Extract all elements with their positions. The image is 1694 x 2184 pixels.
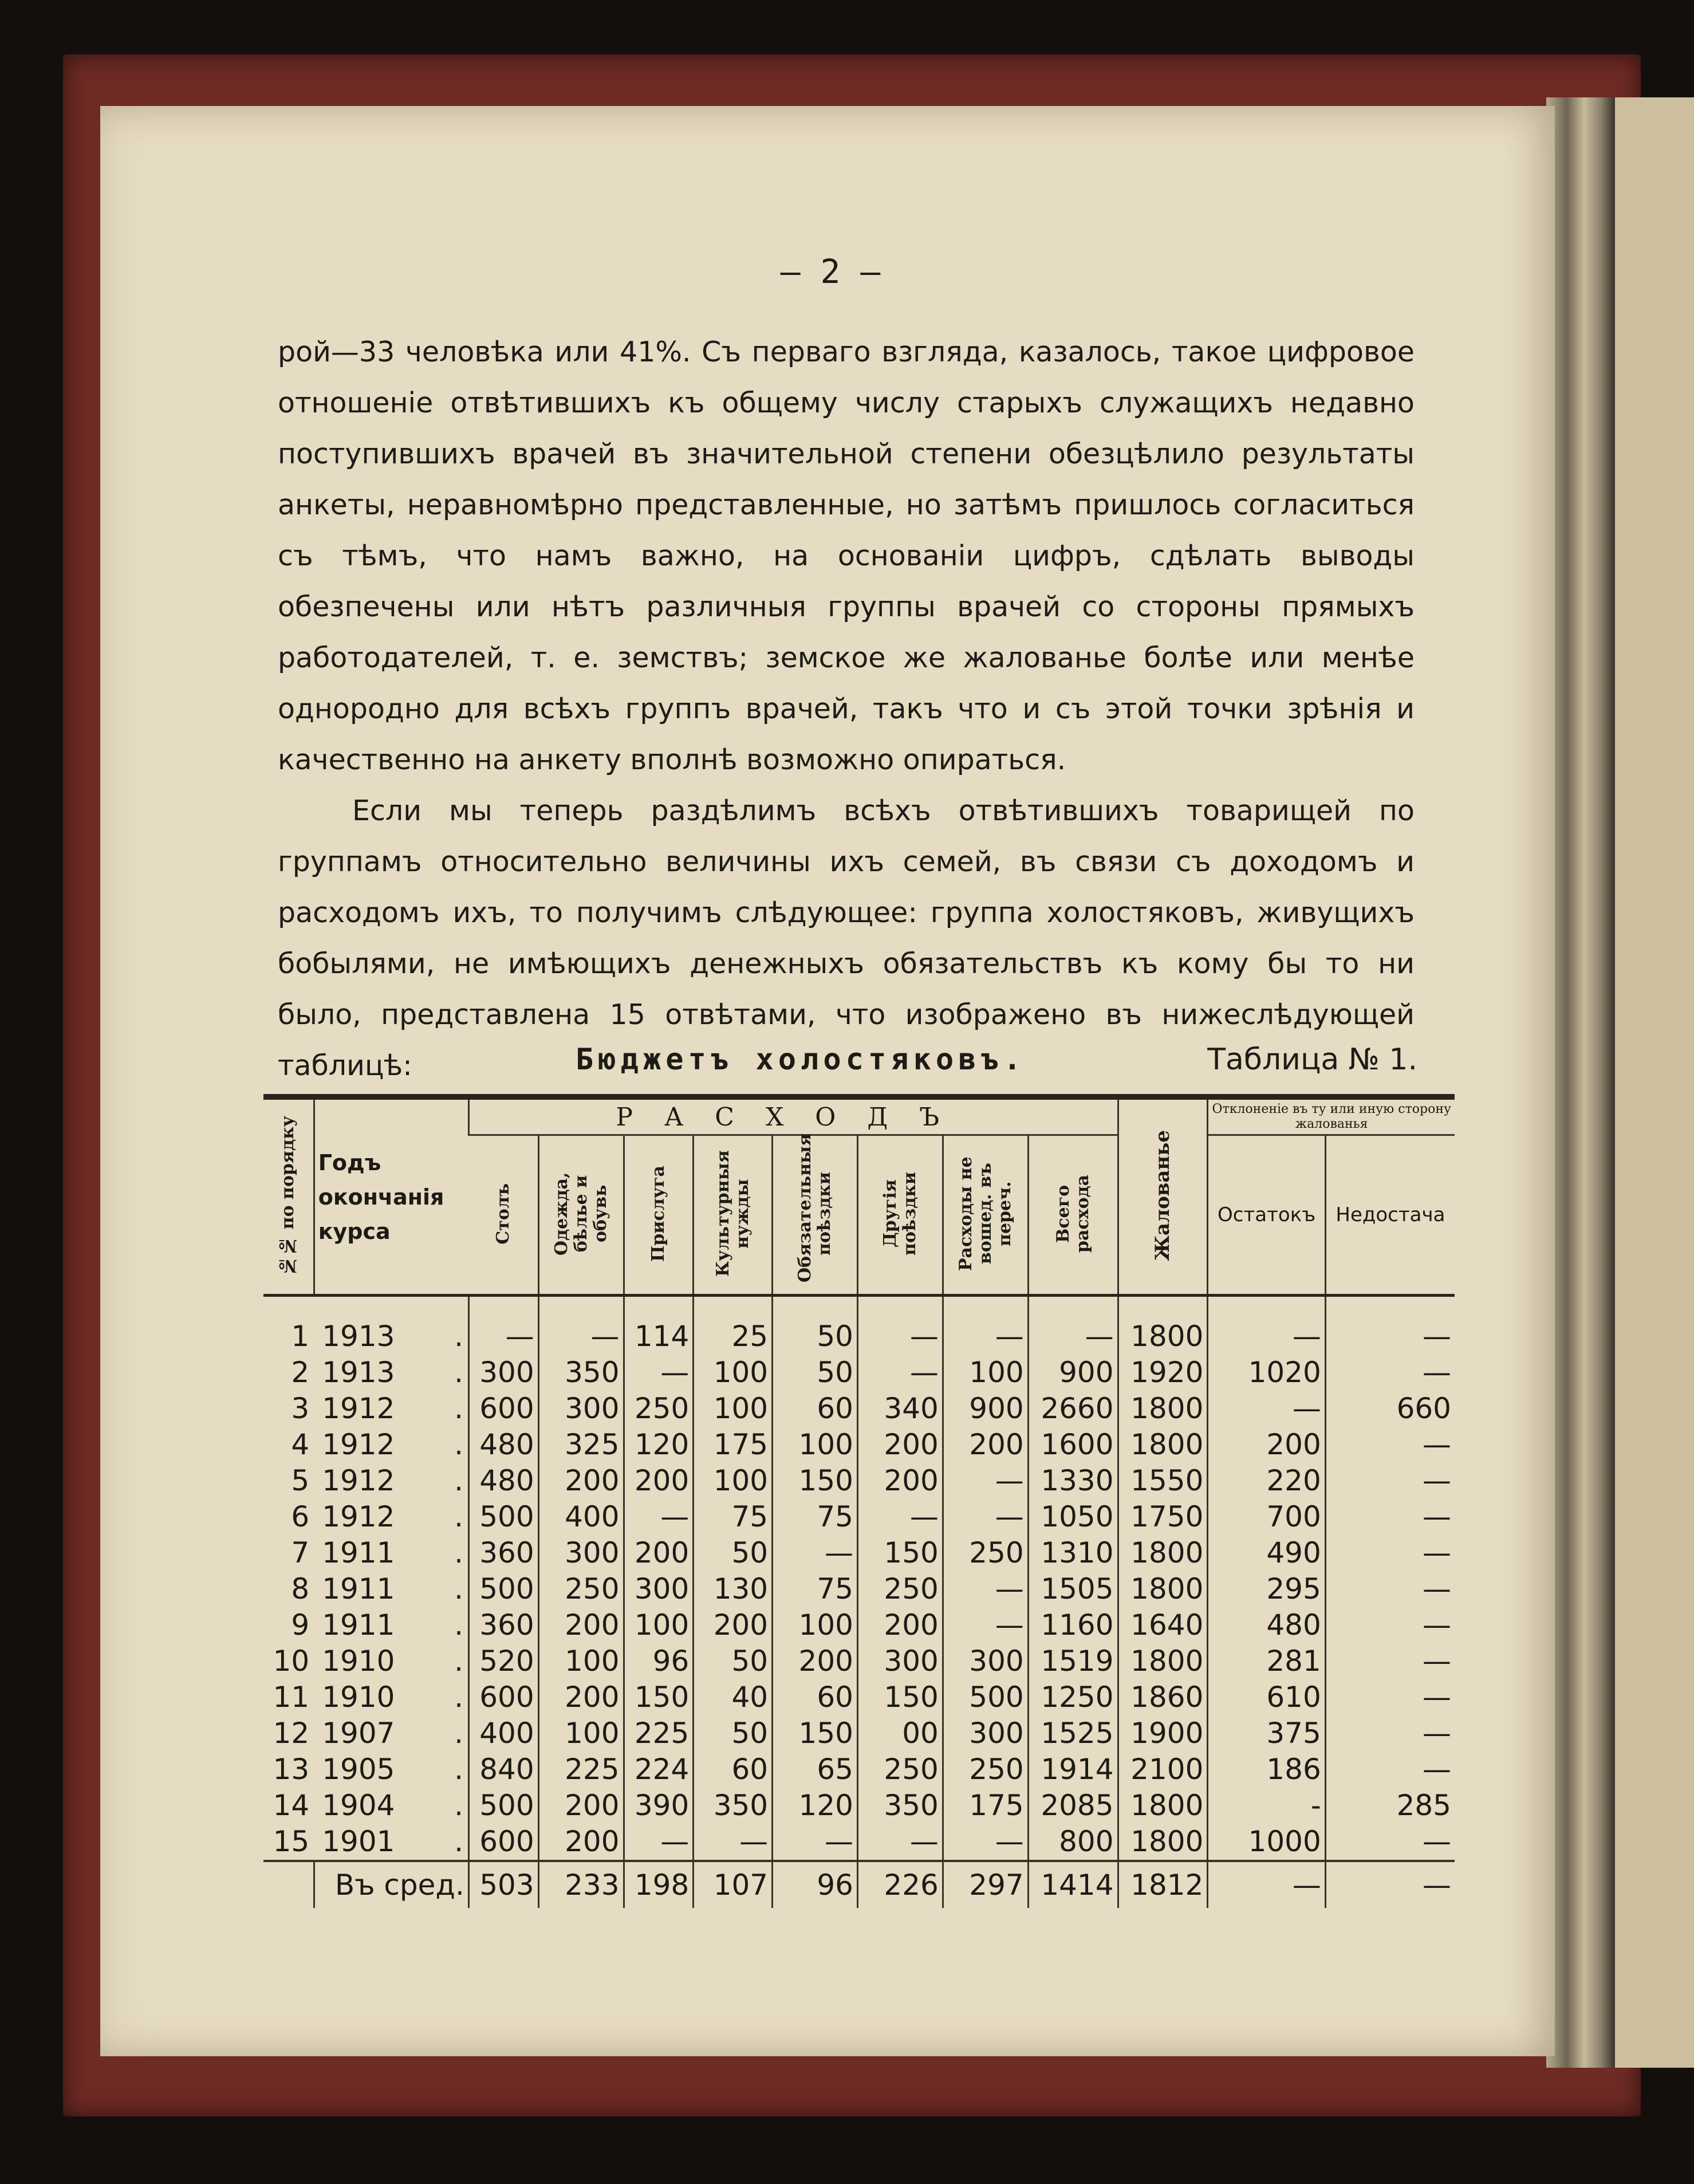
table-cell: .	[454, 1717, 464, 1750]
table-cell: 1900	[1118, 1715, 1208, 1752]
table-cell: 100	[694, 1355, 773, 1391]
table-cell: —	[1325, 1643, 1455, 1679]
table-row	[263, 1788, 1455, 1824]
table-cell: 350	[857, 1788, 943, 1824]
table-cell: 1	[291, 1320, 310, 1353]
table-cell: 6	[291, 1500, 310, 1533]
table-cell: 60	[773, 1679, 858, 1715]
table-cell: 8	[291, 1572, 310, 1605]
table-cell: —	[1325, 1499, 1455, 1535]
budget-table	[263, 1094, 1455, 1908]
table-cell: 1519	[1028, 1643, 1118, 1679]
table-body	[263, 1296, 1455, 1862]
table-cell: 15	[273, 1825, 310, 1858]
table-cell: -	[1208, 1788, 1325, 1824]
table-cell: 480	[468, 1463, 538, 1499]
table-cell: 200	[943, 1427, 1028, 1463]
table-cell: 250	[624, 1391, 694, 1427]
table-row	[263, 1535, 1455, 1571]
page-edges	[1546, 97, 1615, 2068]
table-cell: .	[454, 1681, 464, 1714]
table-cell: 490	[1208, 1535, 1325, 1571]
col-nedostacha-header: Недостача	[1325, 1135, 1455, 1296]
table-cell: 175	[694, 1427, 773, 1463]
table-cell: 5	[291, 1464, 310, 1497]
table-cell: .	[454, 1644, 464, 1678]
table-cell: 220	[1208, 1463, 1325, 1499]
col-kultur-header: Культурныя нужды	[694, 1135, 773, 1296]
table-cell: 800	[1028, 1824, 1118, 1861]
table-cell: .	[454, 1500, 464, 1533]
table-cell: —	[857, 1355, 943, 1391]
table-cell: .	[454, 1428, 464, 1461]
table-cell: —	[538, 1296, 624, 1355]
table-row	[263, 1607, 1455, 1643]
table-cell: 500	[943, 1679, 1028, 1715]
table-row	[263, 1427, 1455, 1463]
average-cell: 297	[943, 1861, 1028, 1908]
table-cell: 1800	[1118, 1535, 1208, 1571]
table-cell: 300	[538, 1391, 624, 1427]
col-odezhda-header: Одежда, бѣлье и обувь	[538, 1135, 624, 1296]
table-cell: 4	[291, 1428, 310, 1461]
table-cell: 224	[624, 1752, 694, 1788]
table-cell: 225	[538, 1752, 624, 1788]
table-cell: —	[857, 1824, 943, 1861]
table-row	[263, 1499, 1455, 1535]
table-cell: —	[1325, 1296, 1455, 1355]
table-cell: 175	[943, 1788, 1028, 1824]
average-cell: 107	[694, 1861, 773, 1908]
table-cell: 100	[773, 1427, 858, 1463]
next-page-edge	[1615, 97, 1694, 2068]
table-cell: 50	[773, 1355, 858, 1391]
table-cell: 50	[694, 1643, 773, 1679]
table-cell: 200	[624, 1535, 694, 1571]
table-cell: 325	[538, 1427, 624, 1463]
table-cell: —	[943, 1824, 1028, 1861]
table-cell: .	[454, 1825, 464, 1858]
table-cell: —	[857, 1296, 943, 1355]
table-cell: 11	[273, 1681, 310, 1714]
table-row	[263, 1296, 1455, 1355]
table-cell: 520	[468, 1643, 538, 1679]
table-cell: 100	[694, 1391, 773, 1427]
table-cell: —	[1208, 1391, 1325, 1427]
table-cell: 1912	[322, 1500, 395, 1533]
table-cell: 200	[1208, 1427, 1325, 1463]
table-cell: 250	[943, 1535, 1028, 1571]
table-cell: 130	[694, 1571, 773, 1607]
table-cell: 1860	[1118, 1679, 1208, 1715]
table-cell: —	[1208, 1296, 1325, 1355]
table-cell: 300	[943, 1643, 1028, 1679]
table-cell: 375	[1208, 1715, 1325, 1752]
table-cell: 1020	[1208, 1355, 1325, 1391]
table-cell: 2100	[1118, 1752, 1208, 1788]
table-cell: 150	[857, 1535, 943, 1571]
table-cell: 700	[1208, 1499, 1325, 1535]
table-cell: —	[468, 1296, 538, 1355]
table-cell: .	[454, 1608, 464, 1642]
table-cell: 00	[857, 1715, 943, 1752]
table-cell: 1800	[1118, 1296, 1208, 1355]
table-cell: 100	[943, 1355, 1028, 1391]
average-cell: 1812	[1118, 1861, 1208, 1908]
table-cell: 1800	[1118, 1427, 1208, 1463]
table-cell: 100	[624, 1607, 694, 1643]
table-cell: 500	[468, 1571, 538, 1607]
table-cell: 300	[857, 1643, 943, 1679]
table-cell: 200	[773, 1643, 858, 1679]
table-cell: 13	[273, 1753, 310, 1786]
table-cell: 1904	[322, 1789, 395, 1822]
table-row	[263, 1391, 1455, 1427]
average-label: Въ сред.	[314, 1861, 468, 1908]
table-cell: 400	[538, 1499, 624, 1535]
table-cell: .	[454, 1572, 464, 1605]
col-obyaz-header: Обязательныя поѣздки	[773, 1135, 858, 1296]
table-cell: 480	[1208, 1607, 1325, 1643]
table-row	[263, 1679, 1455, 1715]
table-cell: 340	[857, 1391, 943, 1427]
table-cell: 150	[773, 1463, 858, 1499]
table-cell: 610	[1208, 1679, 1325, 1715]
table-cell: 200	[857, 1463, 943, 1499]
table-cell: 281	[1208, 1643, 1325, 1679]
table-cell: 100	[538, 1643, 624, 1679]
table-cell: 250	[857, 1571, 943, 1607]
table-cell: .	[454, 1392, 464, 1425]
table-cell: 1800	[1118, 1788, 1208, 1824]
table-cell: 1913	[322, 1356, 395, 1389]
table-cell: —	[624, 1499, 694, 1535]
table-cell: 200	[538, 1824, 624, 1861]
table-cell: 1750	[1118, 1499, 1208, 1535]
table-cell: 100	[538, 1715, 624, 1752]
col-vsego-header: Всего расхода	[1028, 1135, 1118, 1296]
col-num-header: №№ по порядку	[263, 1097, 314, 1296]
table-row	[263, 1752, 1455, 1788]
table-row	[263, 1715, 1455, 1752]
table-cell: 295	[1208, 1571, 1325, 1607]
table-cell: 1330	[1028, 1463, 1118, 1499]
table-cell: 900	[1028, 1355, 1118, 1391]
table-cell: —	[943, 1499, 1028, 1535]
table-cell: 300	[624, 1571, 694, 1607]
col-ostatok-header: Остатокъ	[1208, 1135, 1325, 1296]
table-cell: 200	[857, 1607, 943, 1643]
table-cell: 200	[538, 1607, 624, 1643]
table-cell: 1160	[1028, 1607, 1118, 1643]
table-cell: 150	[773, 1715, 858, 1752]
table-cell: —	[1325, 1824, 1455, 1861]
average-cell: —	[1325, 1861, 1455, 1908]
average-cell: 233	[538, 1861, 624, 1908]
table-cell: —	[773, 1535, 858, 1571]
table-cell: —	[943, 1463, 1028, 1499]
col-drugie-header: Другія поѣздки	[857, 1135, 943, 1296]
table-cell: 75	[694, 1499, 773, 1535]
table-cell: 1913	[322, 1320, 395, 1353]
table-cell: —	[943, 1571, 1028, 1607]
table-title: Бюджетъ холостяковъ.	[576, 1042, 1026, 1077]
col-rashody-header: Расходы не вошед. въ переч.	[943, 1135, 1028, 1296]
table-cell: 1912	[322, 1428, 395, 1461]
table-cell: —	[1325, 1752, 1455, 1788]
table-cell: 65	[773, 1752, 858, 1788]
table-cell: 1912	[322, 1392, 395, 1425]
table-cell: 250	[857, 1752, 943, 1788]
table-cell: 300	[943, 1715, 1028, 1752]
average-cell: 226	[857, 1861, 943, 1908]
table-cell: .	[454, 1320, 464, 1353]
table-cell: —	[943, 1607, 1028, 1643]
table-cell: 1912	[322, 1464, 395, 1497]
table-cell: —	[943, 1296, 1028, 1355]
table-cell: 200	[624, 1463, 694, 1499]
table-cell: 1910	[322, 1644, 395, 1678]
table-cell: 360	[468, 1607, 538, 1643]
average-cell: —	[1208, 1861, 1325, 1908]
table-cell: —	[1325, 1427, 1455, 1463]
table-cell: 2660	[1028, 1391, 1118, 1427]
table-cell: 150	[857, 1679, 943, 1715]
table-cell: 1800	[1118, 1643, 1208, 1679]
table-cell: 3	[291, 1392, 310, 1425]
table-cell: —	[1325, 1571, 1455, 1607]
table-cell: 1505	[1028, 1571, 1118, 1607]
table-cell: 390	[624, 1788, 694, 1824]
table-cell: 200	[538, 1463, 624, 1499]
average-cell: 1414	[1028, 1861, 1118, 1908]
deviation-group-header: Отклоненіе въ ту или иную сторону жалованья	[1208, 1097, 1455, 1135]
table-cell: 1250	[1028, 1679, 1118, 1715]
table-cell: 60	[773, 1391, 858, 1427]
table-cell: 600	[468, 1824, 538, 1861]
expenses-group-header: РАСХОДЪ	[468, 1097, 1118, 1135]
table-cell: —	[624, 1355, 694, 1391]
table-cell: .	[454, 1536, 464, 1569]
table-cell: —	[1325, 1607, 1455, 1643]
table-cell: 2085	[1028, 1788, 1118, 1824]
table-cell: 1910	[322, 1681, 395, 1714]
table-cell: 7	[291, 1536, 310, 1569]
table-cell: .	[454, 1789, 464, 1822]
table-cell: 500	[468, 1788, 538, 1824]
table-cell: 14	[273, 1789, 310, 1822]
table-cell: 1600	[1028, 1427, 1118, 1463]
table-row	[263, 1824, 1455, 1861]
table-number: Таблица № 1.	[1207, 1042, 1417, 1077]
table-cell: 200	[857, 1427, 943, 1463]
table-cell: —	[1325, 1535, 1455, 1571]
paragraph-1: рой—33 человѣка или 41%. Съ перваго взгляда, казалось, такое цифровое отношеніе отвѣтившихъ къ общему числу старыхъ служащихъ недавно поступившихъ врачей въ значительной степени обезцѣлило результаты анкеты, неравномѣрно представленные, но затѣмъ пришлось согласиться съ тѣмъ, что намъ важно, на основаніи цифръ, сдѣлать выводы обезпечены или нѣтъ различныя группы врачей со стороны прямыхъ работодателей, т. е. земствъ; земское же жалованье болѣе или менѣе однородно для всѣхъ группъ врачей, такъ что и съ этой точки зрѣнія и качественно на анкету вполнѣ возможно опираться.	[278, 336, 1415, 776]
table-cell: 12	[273, 1717, 310, 1750]
table-cell: 1905	[322, 1753, 395, 1786]
table-cell: 1310	[1028, 1535, 1118, 1571]
table-cell: .	[454, 1753, 464, 1786]
table-cell: 1000	[1208, 1824, 1325, 1861]
table-cell: 200	[694, 1607, 773, 1643]
table-cell: 1550	[1118, 1463, 1208, 1499]
table-cell: —	[773, 1824, 858, 1861]
table-cell: 250	[943, 1752, 1028, 1788]
table-cell: 1525	[1028, 1715, 1118, 1752]
table-cell: —	[1325, 1463, 1455, 1499]
table-cell: —	[1325, 1715, 1455, 1752]
table-cell: 25	[694, 1296, 773, 1355]
table-row	[263, 1643, 1455, 1679]
table-cell: 50	[694, 1715, 773, 1752]
table-cell: .	[454, 1356, 464, 1389]
table-cell: —	[1325, 1355, 1455, 1391]
table-cell: 120	[773, 1788, 858, 1824]
table-cell: 350	[538, 1355, 624, 1391]
table-cell: 9	[291, 1608, 310, 1642]
col-stol-header: Столъ	[493, 1183, 513, 1245]
table-cell: 1050	[1028, 1499, 1118, 1535]
table-cell: 300	[538, 1535, 624, 1571]
table-cell: 360	[468, 1535, 538, 1571]
table-cell: 600	[468, 1679, 538, 1715]
table-cell: 50	[773, 1296, 858, 1355]
table-cell: 1800	[1118, 1571, 1208, 1607]
table-row	[263, 1355, 1455, 1391]
table-cell: 600	[468, 1391, 538, 1427]
table-cell: 480	[468, 1427, 538, 1463]
table-cell: 1914	[1028, 1752, 1118, 1788]
table-cell: 300	[468, 1355, 538, 1391]
table-cell: 350	[694, 1788, 773, 1824]
table-footer	[263, 1861, 1455, 1908]
table-row	[263, 1463, 1455, 1499]
table-cell: 660	[1325, 1391, 1455, 1427]
table-cell: 285	[1325, 1788, 1455, 1824]
body-text	[278, 326, 1415, 1091]
col-prisluga-header: Прислуга	[624, 1135, 694, 1296]
average-cell: 96	[773, 1861, 858, 1908]
table-cell: 1911	[322, 1608, 395, 1642]
col-salary-header: Жалованье	[1118, 1097, 1208, 1296]
table-cell: 1800	[1118, 1391, 1208, 1427]
table-cell: 120	[624, 1427, 694, 1463]
table-cell: 1901	[322, 1825, 395, 1858]
table-cell: —	[1028, 1296, 1118, 1355]
table-cell: 40	[694, 1679, 773, 1715]
table-cell: 100	[773, 1607, 858, 1643]
table-cell: 1907	[322, 1717, 395, 1750]
table-cell: 900	[943, 1391, 1028, 1427]
table-cell: 400	[468, 1715, 538, 1752]
table-cell: 200	[538, 1788, 624, 1824]
table-cell: 150	[624, 1679, 694, 1715]
table-cell: —	[1325, 1679, 1455, 1715]
table-row	[263, 1571, 1455, 1607]
col-year-header: Годъ окончанія курса	[314, 1097, 468, 1296]
table-cell: 250	[538, 1571, 624, 1607]
table-cell: 100	[694, 1463, 773, 1499]
average-cell: 198	[624, 1861, 694, 1908]
table-caption	[278, 1042, 1423, 1088]
table-header	[263, 1097, 1455, 1296]
table-cell: 10	[273, 1644, 310, 1678]
table-cell: 1640	[1118, 1607, 1208, 1643]
table-cell: 60	[694, 1752, 773, 1788]
table-cell: —	[624, 1824, 694, 1861]
table-cell: 200	[538, 1679, 624, 1715]
average-row	[263, 1861, 1455, 1908]
table-cell: —	[857, 1499, 943, 1535]
table-cell: 75	[773, 1571, 858, 1607]
table-cell: 186	[1208, 1752, 1325, 1788]
table-cell: —	[694, 1824, 773, 1861]
table-cell: 1911	[322, 1572, 395, 1605]
average-cell: 503	[468, 1861, 538, 1908]
table-cell: 1911	[322, 1536, 395, 1569]
paragraph-2: Если мы теперь раздѣлимъ всѣхъ отвѣтившихъ товарищей по группамъ относительно величины ихъ семей, въ связи съ доходомъ и расходомъ ихъ, то получимъ слѣдующее: группа холостяковъ, живущихъ бобылями, не имѣющихъ денежныхъ обязательствъ къ кому бы то ни было, представлена 15 отвѣтами, что изображено въ нижеслѣдующей таблицѣ:	[278, 794, 1415, 1082]
table-cell: 50	[694, 1535, 773, 1571]
table-cell: 1800	[1118, 1824, 1208, 1861]
table-cell: 96	[624, 1643, 694, 1679]
table-cell: 840	[468, 1752, 538, 1788]
table-cell: 114	[624, 1296, 694, 1355]
table-cell: 2	[291, 1356, 310, 1389]
table-cell: .	[454, 1464, 464, 1497]
budget-table-wrap	[263, 1094, 1455, 1942]
page-number: — 2 —	[780, 252, 881, 291]
table-cell: 1920	[1118, 1355, 1208, 1391]
table-cell: 500	[468, 1499, 538, 1535]
table-cell: 75	[773, 1499, 858, 1535]
table-cell: 225	[624, 1715, 694, 1752]
